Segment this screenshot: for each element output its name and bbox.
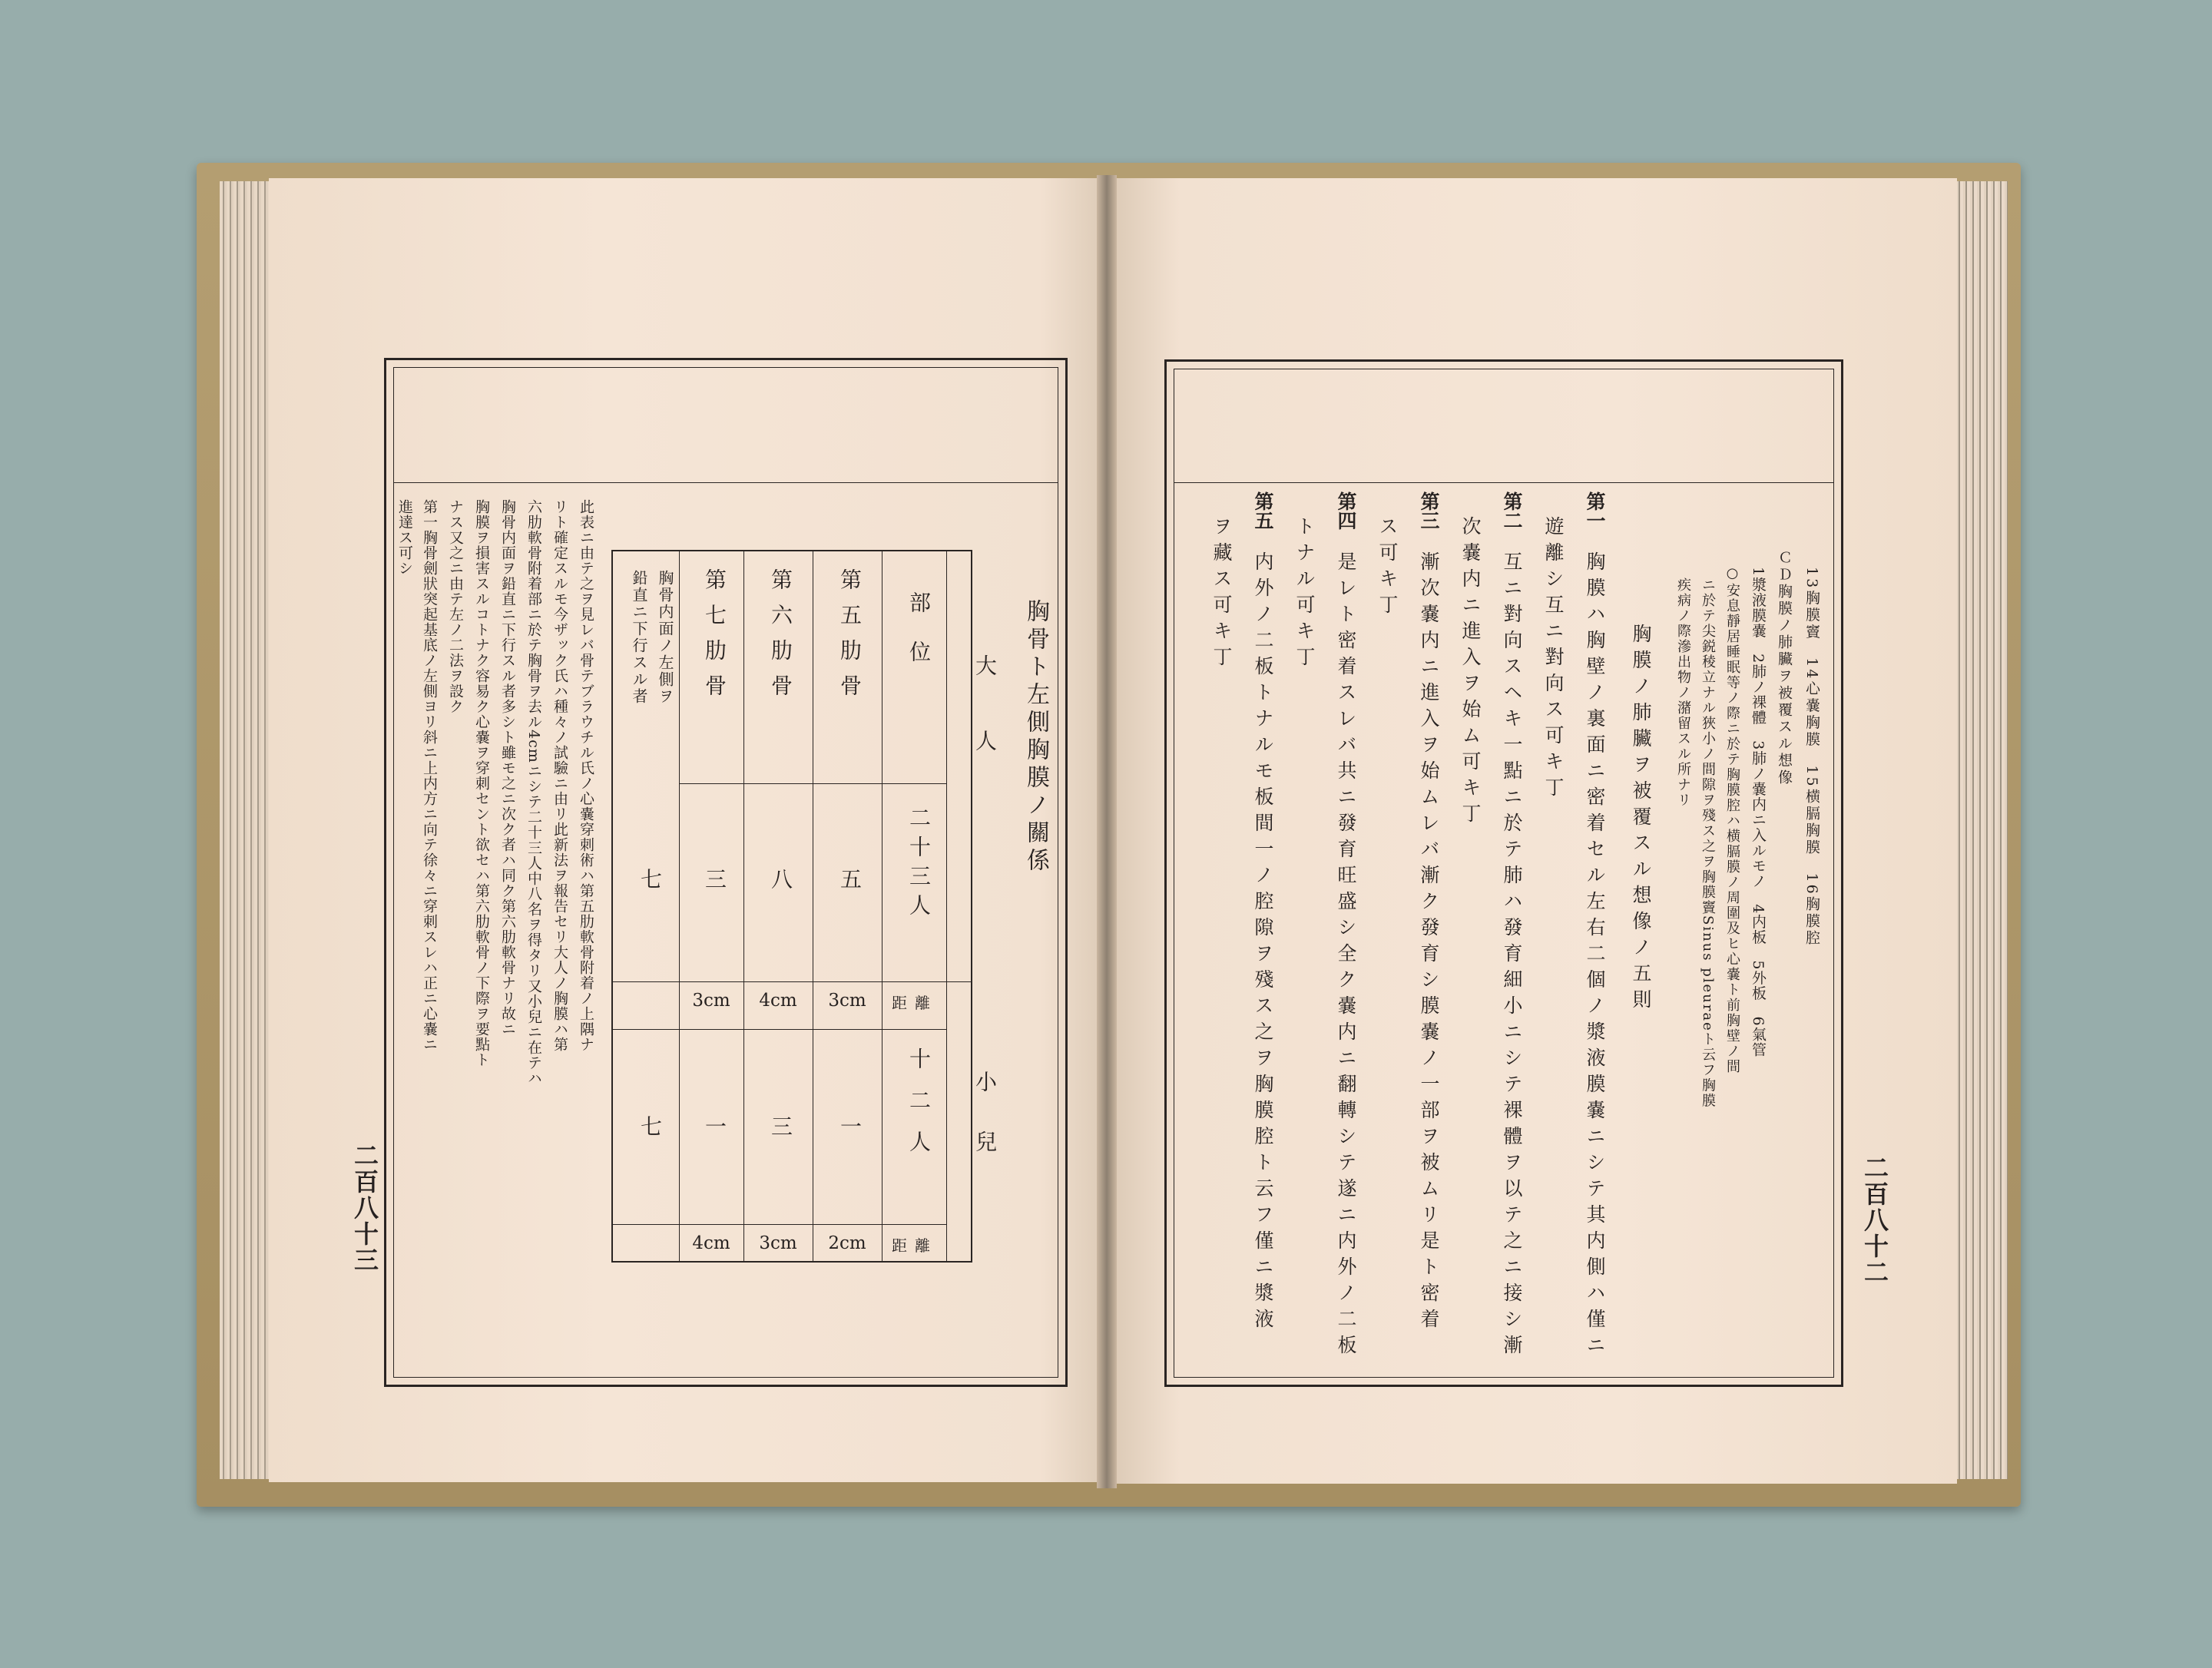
left-text-line: ナス又之ニ由テ左ノ二法ヲ設ク bbox=[447, 499, 464, 714]
rule-5-line1: 内外ノ二板トナルモ板間一ノ腔隙ヲ殘ス之ヲ胸膜腔ト云フ僅ニ漿液 bbox=[1252, 551, 1274, 1335]
child-count: 十二人 bbox=[906, 1047, 932, 1172]
rule-5-line2: ヲ藏ス可キ丁 bbox=[1210, 516, 1233, 673]
rule-1-line2: 遊離シ互ニ對向ス可キ丁 bbox=[1542, 516, 1565, 803]
rule-2-line1: 互ニ對向スヘキ一點ニ於テ肺ハ發育細小ニシテ裸體ヲ以テ之ニ接シ漸 bbox=[1501, 551, 1523, 1361]
row-note-line2: 鉛直ニ下行スル者 bbox=[630, 570, 648, 705]
table-title: 胸骨ト左側胸膜ノ關係 bbox=[1022, 599, 1049, 875]
row-part-6: 第六肋骨 bbox=[768, 568, 793, 710]
row-part-5: 第五肋骨 bbox=[837, 568, 863, 710]
book-gutter bbox=[1097, 175, 1117, 1488]
legend-line: ＣＤ胸膜ノ肺臟ヲ被覆スル想像 bbox=[1776, 550, 1793, 786]
row-note-adult: 七 bbox=[637, 868, 663, 889]
legend-note: 疾病ノ際滲出物ノ潴留スル所ナリ bbox=[1675, 578, 1691, 808]
adult-count: 二十三人 bbox=[906, 806, 932, 923]
left-text-line: 六肋軟骨附着部ニ於テ胸骨ヲ去ル4cmニシテ二十三人中八名ヲ得タリ又小兒ニ在テハ bbox=[525, 499, 542, 1086]
rule-2-line2: 次嚢内ニ進入ヲ始ム可キ丁 bbox=[1459, 516, 1482, 829]
rule-4-line1: 是レト密着スレバ共ニ發育旺盛シ全ク嚢内ニ翻轉シテ遂ニ内外ノ二板 bbox=[1335, 551, 1357, 1361]
row-note-line1: 胸骨内面ノ左側ヲ bbox=[656, 570, 674, 705]
row6-child-dist: 3cm bbox=[759, 1233, 797, 1253]
row5-adult-count: 五 bbox=[837, 868, 863, 889]
row6-adult-dist: 4cm bbox=[759, 991, 797, 1011]
left-text-line: 胸膜ヲ損害スルコトナク容易ク心嚢ヲ穿刺セント欲セハ第六肋軟骨ノ下際ヲ要點ト bbox=[473, 499, 490, 1067]
right-top-rule bbox=[1174, 482, 1834, 483]
left-top-rule bbox=[393, 482, 1058, 483]
left-text-line: 進達ス可シ bbox=[396, 499, 413, 576]
rule-3-line2: ス可キ丁 bbox=[1376, 516, 1399, 621]
left-text-line: 第一胸骨劍狀突起基底ノ左側ヨリ斜ニ上内方ニ向テ徐々ニ穿刺スレハ正ニ心嚢ニ bbox=[421, 499, 438, 1052]
rule-4-line2: トナル可キ丁 bbox=[1293, 516, 1316, 673]
rule-4-label: 第四 bbox=[1335, 491, 1357, 530]
row7-child-count: 一 bbox=[702, 1115, 727, 1137]
left-text-line: 胸骨内面ヲ鉛直ニ下行スル者多シト雖モ之ニ次ク者ハ同ク第六肋軟骨ナリ故ニ bbox=[499, 499, 516, 1037]
rule-3-line1: 漸次嚢内ニ進入ヲ始ムレバ漸ク發育シ膜嚢ノ一部ヲ被ムリ是ト密着 bbox=[1418, 551, 1440, 1335]
right-page-number: 二百八十二 bbox=[1860, 1155, 1889, 1286]
child-header: 小兒 bbox=[972, 1071, 998, 1190]
left-text-line: 此表ニ由テ之ヲ見レバ骨テブラウチル氏ノ心嚢穿刺術ハ第五肋軟骨附着ノ上隅ナ bbox=[578, 499, 594, 1052]
page-edges-left bbox=[220, 181, 275, 1479]
rule-2-label: 第二 bbox=[1501, 491, 1523, 530]
left-page-number: 二百八十三 bbox=[350, 1143, 379, 1273]
page-edges-right bbox=[1949, 181, 2008, 1479]
row-part-7: 第七肋骨 bbox=[702, 568, 727, 710]
legend-note: ○安息靜居睡眠等ノ際ニ於テ胸膜腔ハ横膈膜ノ周圍及ヒ心嚢ト前胸壁ノ間 bbox=[1724, 565, 1740, 1074]
legend-line: 1漿液膜嚢 2肺ノ裸體 3肺ノ嚢内ニ入ルモノ 4内板 5外板 6氣管 bbox=[1750, 567, 1767, 1057]
rule-1-line1: 胸膜ハ胸壁ノ裏面ニ密着セル左右二個ノ漿液膜嚢ニシテ其内側ハ僅ニ bbox=[1584, 551, 1606, 1361]
row5-child-count: 一 bbox=[837, 1115, 863, 1137]
row7-adult-count: 三 bbox=[702, 868, 727, 889]
legend-note: ニ於テ尖鋭稜立ナル狹小ノ間隙ヲ殘ス之ヲ胸膜竇Sinus pleuraeト云フ胸膜 bbox=[1700, 578, 1716, 1109]
rule-1-label: 第一 bbox=[1584, 491, 1606, 530]
row7-child-dist: 4cm bbox=[692, 1233, 730, 1253]
rule-5-label: 第五 bbox=[1252, 491, 1274, 530]
position-header: 部位 bbox=[906, 591, 932, 690]
row5-child-dist: 2cm bbox=[828, 1233, 866, 1253]
adult-header: 大人 bbox=[972, 654, 998, 805]
row7-adult-dist: 3cm bbox=[692, 991, 730, 1011]
rule-3-label: 第三 bbox=[1418, 491, 1440, 530]
row5-adult-dist: 3cm bbox=[828, 991, 866, 1011]
left-text-line: リト確定スルモ今ザック氏ハ種々ノ試驗ニ由リ此新法ヲ報告セリ大人ノ胸膜ハ第 bbox=[551, 499, 568, 1052]
section-title: 胸膜ノ肺臟ヲ被覆スル想像ノ五則 bbox=[1630, 624, 1652, 1015]
child-distance-label: 距離 bbox=[892, 1236, 938, 1255]
row-note-child: 七 bbox=[637, 1115, 663, 1137]
legend-line: 13胸膜竇 14心嚢胸膜 15横膈胸膜 16胸膜腔 bbox=[1803, 567, 1820, 947]
row6-adult-count: 八 bbox=[768, 868, 793, 889]
row6-child-count: 三 bbox=[768, 1115, 793, 1137]
adult-distance-label: 距離 bbox=[892, 994, 938, 1012]
